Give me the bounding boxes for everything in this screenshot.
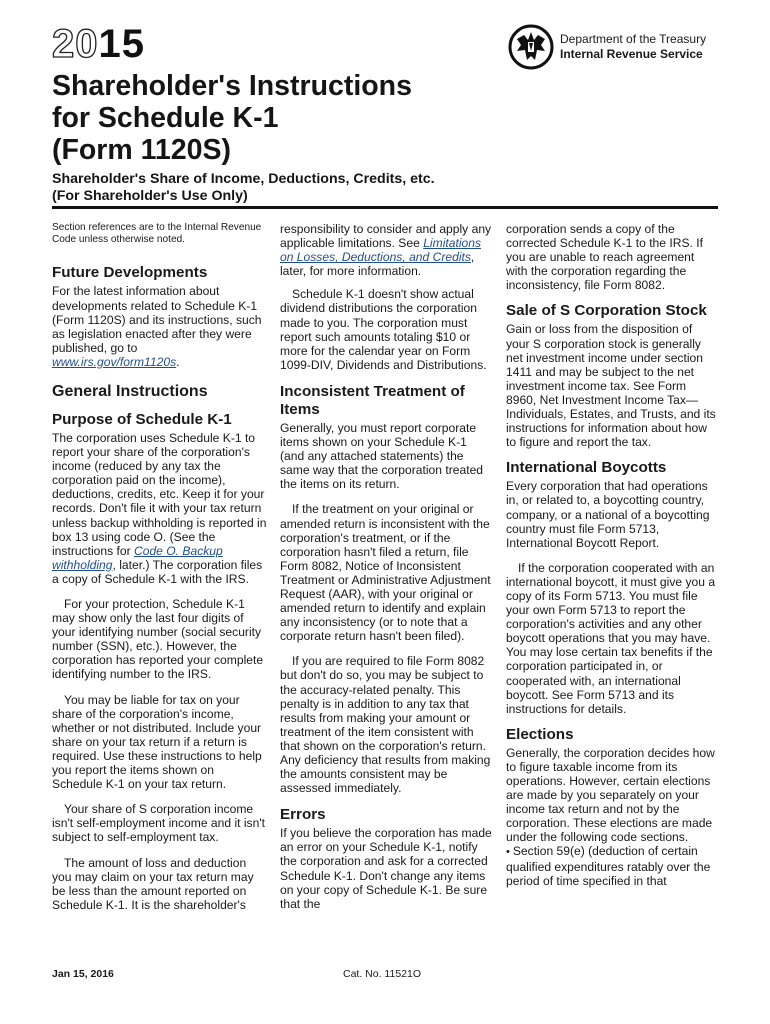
link-limitations[interactable]: Limitations on Losses, Deductions, and Credits bbox=[280, 236, 482, 265]
heading-future-developments: Future Developments bbox=[52, 264, 208, 282]
irs-eagle-logo-icon bbox=[508, 24, 554, 70]
heading-sale-of-stock: Sale of S Corporation Stock bbox=[506, 302, 707, 320]
year-bold-part: 15 bbox=[98, 22, 145, 66]
document-subtitle bbox=[52, 171, 435, 205]
paragraph-form-8082-penalty: If you are required to file Form 8082 but don't do so, you may be subject to the accuracy-related penalty. This penalty is in addition to any tax that results from making your amount or treatment of the item consistent with that shown on the corporation's return. Any deficiency that results from making the amounts consistent may be assessed immediately. bbox=[280, 654, 491, 796]
paragraph-boycott-filing: Every corporation that had operations in, or related to, a boycotting country, company, or a national of a boycotting country must file Form 5713, International Boycott Report. bbox=[506, 479, 710, 550]
year-outlined-part: 20 bbox=[52, 22, 99, 66]
title-line-2: for Schedule K-1 bbox=[52, 102, 279, 134]
column-3 bbox=[506, 222, 719, 888]
paragraph-liable: You may be liable for tax on your share of the corporation's income, whether or not distributed. Include your share on your tax return if a return is required. Use these instructions to help you report the items shown on Schedule K-1 on your tax return. bbox=[52, 692, 262, 792]
subtitle-line-2: (For Shareholder's Use Only) bbox=[52, 188, 248, 204]
paragraph-elections: Generally, the corporation decides how to figure taxable income from its operations. However, certain elections are made by you separately on your income tax return and not by the corporation. These elections are made under the following code sections. bbox=[506, 745, 715, 845]
heading-errors: Errors bbox=[280, 806, 326, 824]
agency-block bbox=[508, 24, 706, 70]
heading-international-boycotts: International Boycotts bbox=[506, 459, 667, 477]
paragraph-responsibility: responsibility to consider and apply any applicable limitations. See Limitations on Losses, Deductions, and Credits, later, for more information. bbox=[280, 222, 492, 279]
heading-inconsistent-treatment: Inconsistent Treatment of Items bbox=[280, 382, 465, 418]
title-line-3: (Form 1120S) bbox=[52, 134, 231, 166]
agency-irs: Internal Revenue Service bbox=[560, 47, 703, 61]
paragraph-self-employment: Your share of S corporation income isn't self-employment income and it isn't subject to self-employment tax. bbox=[52, 802, 265, 845]
intro-note: Section references are to the Internal Revenue Code unless otherwise noted. bbox=[52, 222, 262, 246]
column-1 bbox=[52, 222, 267, 912]
header-divider bbox=[52, 206, 718, 209]
paragraph-inconsistent-return: If the treatment on your original or amended return is inconsistent with the corporation's treatment, or if the corporation hasn't filed a return, file Form 8082, Notice of Inconsistent Treatment or Administrative Adjustment Request (AAR), with your original or amended return to identify and explain any inconsistency (or to note that a corporate return hasn't been filed). bbox=[280, 502, 491, 644]
list-item-section-59e: • Section 59(e) (deduction of certain qualified expenditures ratably over the period of time specified in that bbox=[506, 844, 711, 888]
paragraph-generally-report: Generally, you must report corporate items shown on your Schedule K-1 (and any attached statements) the same way that the corporation treated the items on its return. bbox=[280, 420, 484, 492]
paragraph-loss-deduction: The amount of loss and deduction you may claim on your tax return may be less than the amount reported on Schedule K-1. It is the shareholder's bbox=[52, 855, 254, 912]
paragraph-errors: If you believe the corporation has made an error on your Schedule K-1, notify the corporation and ask for a corrected Schedule K-1. Don't change any items on your copy of Schedule K-1. Be sure that the bbox=[280, 826, 492, 911]
footer-catalog-number: Cat. No. 11521O bbox=[343, 968, 422, 980]
subtitle-line-1: Shareholder's Share of Income, Deductions, Credits, etc. bbox=[52, 171, 435, 187]
paragraph-corrected-k1: corporation sends a copy of the corrected Schedule K-1 to the IRS. If you are unable to reach agreement with the corporation regarding the inconsistency, file Form 8082. bbox=[506, 222, 703, 293]
paragraph-boycott-cooperation: If the corporation cooperated with an international boycott, it must give you a copy of its Form 5713. You must file your own Form 5713 to report the corporation's activities and any other boycott operations that you may have. You may lose certain tax benefits if the corporation participated in, or cooperated with, an international boycott. See Form 5713 and its instructions for details. bbox=[506, 560, 716, 716]
column-2 bbox=[280, 222, 492, 911]
bullet-icon: • bbox=[506, 846, 510, 859]
form-year bbox=[52, 22, 145, 66]
heading-elections: Elections bbox=[506, 725, 574, 743]
heading-purpose: Purpose of Schedule K-1 bbox=[52, 410, 232, 428]
paragraph-purpose: The corporation uses Schedule K-1 to report your share of the corporation's income (reduced by any tax the corporation paid on the income), deductions, credits, etc. Keep it for your records. Don't file it with your tax return unless backup withholding is reported in box 13 using code O. (See the instructions for Code O. Backup withholding, later.) The corporation files a copy of Schedule K-1 with the IRS. bbox=[52, 430, 267, 586]
paragraph-protection: For your protection, Schedule K-1 may show only the last four digits of your identifying number (social security number (SSN), etc.). However, the corporation has reported your complete identifying number to the IRS. bbox=[52, 597, 264, 682]
paragraph-sale-of-stock: Gain or loss from the disposition of your S corporation stock is generally net investment income under section 1411 and may be subject to the net investment income tax. See Form 8960, Net Investment Income Tax—Individuals, Estates, and Trusts, and its instructions for information about how to figure and report the tax. bbox=[506, 322, 716, 450]
heading-general-instructions: General Instructions bbox=[52, 382, 208, 400]
paragraph-distributions: Schedule K-1 doesn't show actual dividend distributions the corporation made to you. The corporation must report such amounts totaling $10 or more for the calendar year on Form 1099-DIV, Dividends and Distributions. bbox=[280, 287, 487, 372]
footer-date: Jan 15, 2016 bbox=[52, 968, 114, 980]
agency-department: Department of the Treasury bbox=[560, 32, 707, 46]
document-title bbox=[52, 70, 412, 166]
link-irs-form1120s[interactable]: www.irs.gov/form1120s bbox=[52, 354, 177, 369]
title-line-1: Shareholder's Instructions bbox=[52, 70, 412, 102]
link-code-o-backup-withholding[interactable]: Code O. Backup withholding bbox=[52, 543, 223, 572]
paragraph-future-developments: For the latest information about developments related to Schedule K-1 (Form 1120S) and its instructions, such as legislation enacted after they were published, go to www.irs.gov/form1120s. bbox=[52, 284, 262, 369]
